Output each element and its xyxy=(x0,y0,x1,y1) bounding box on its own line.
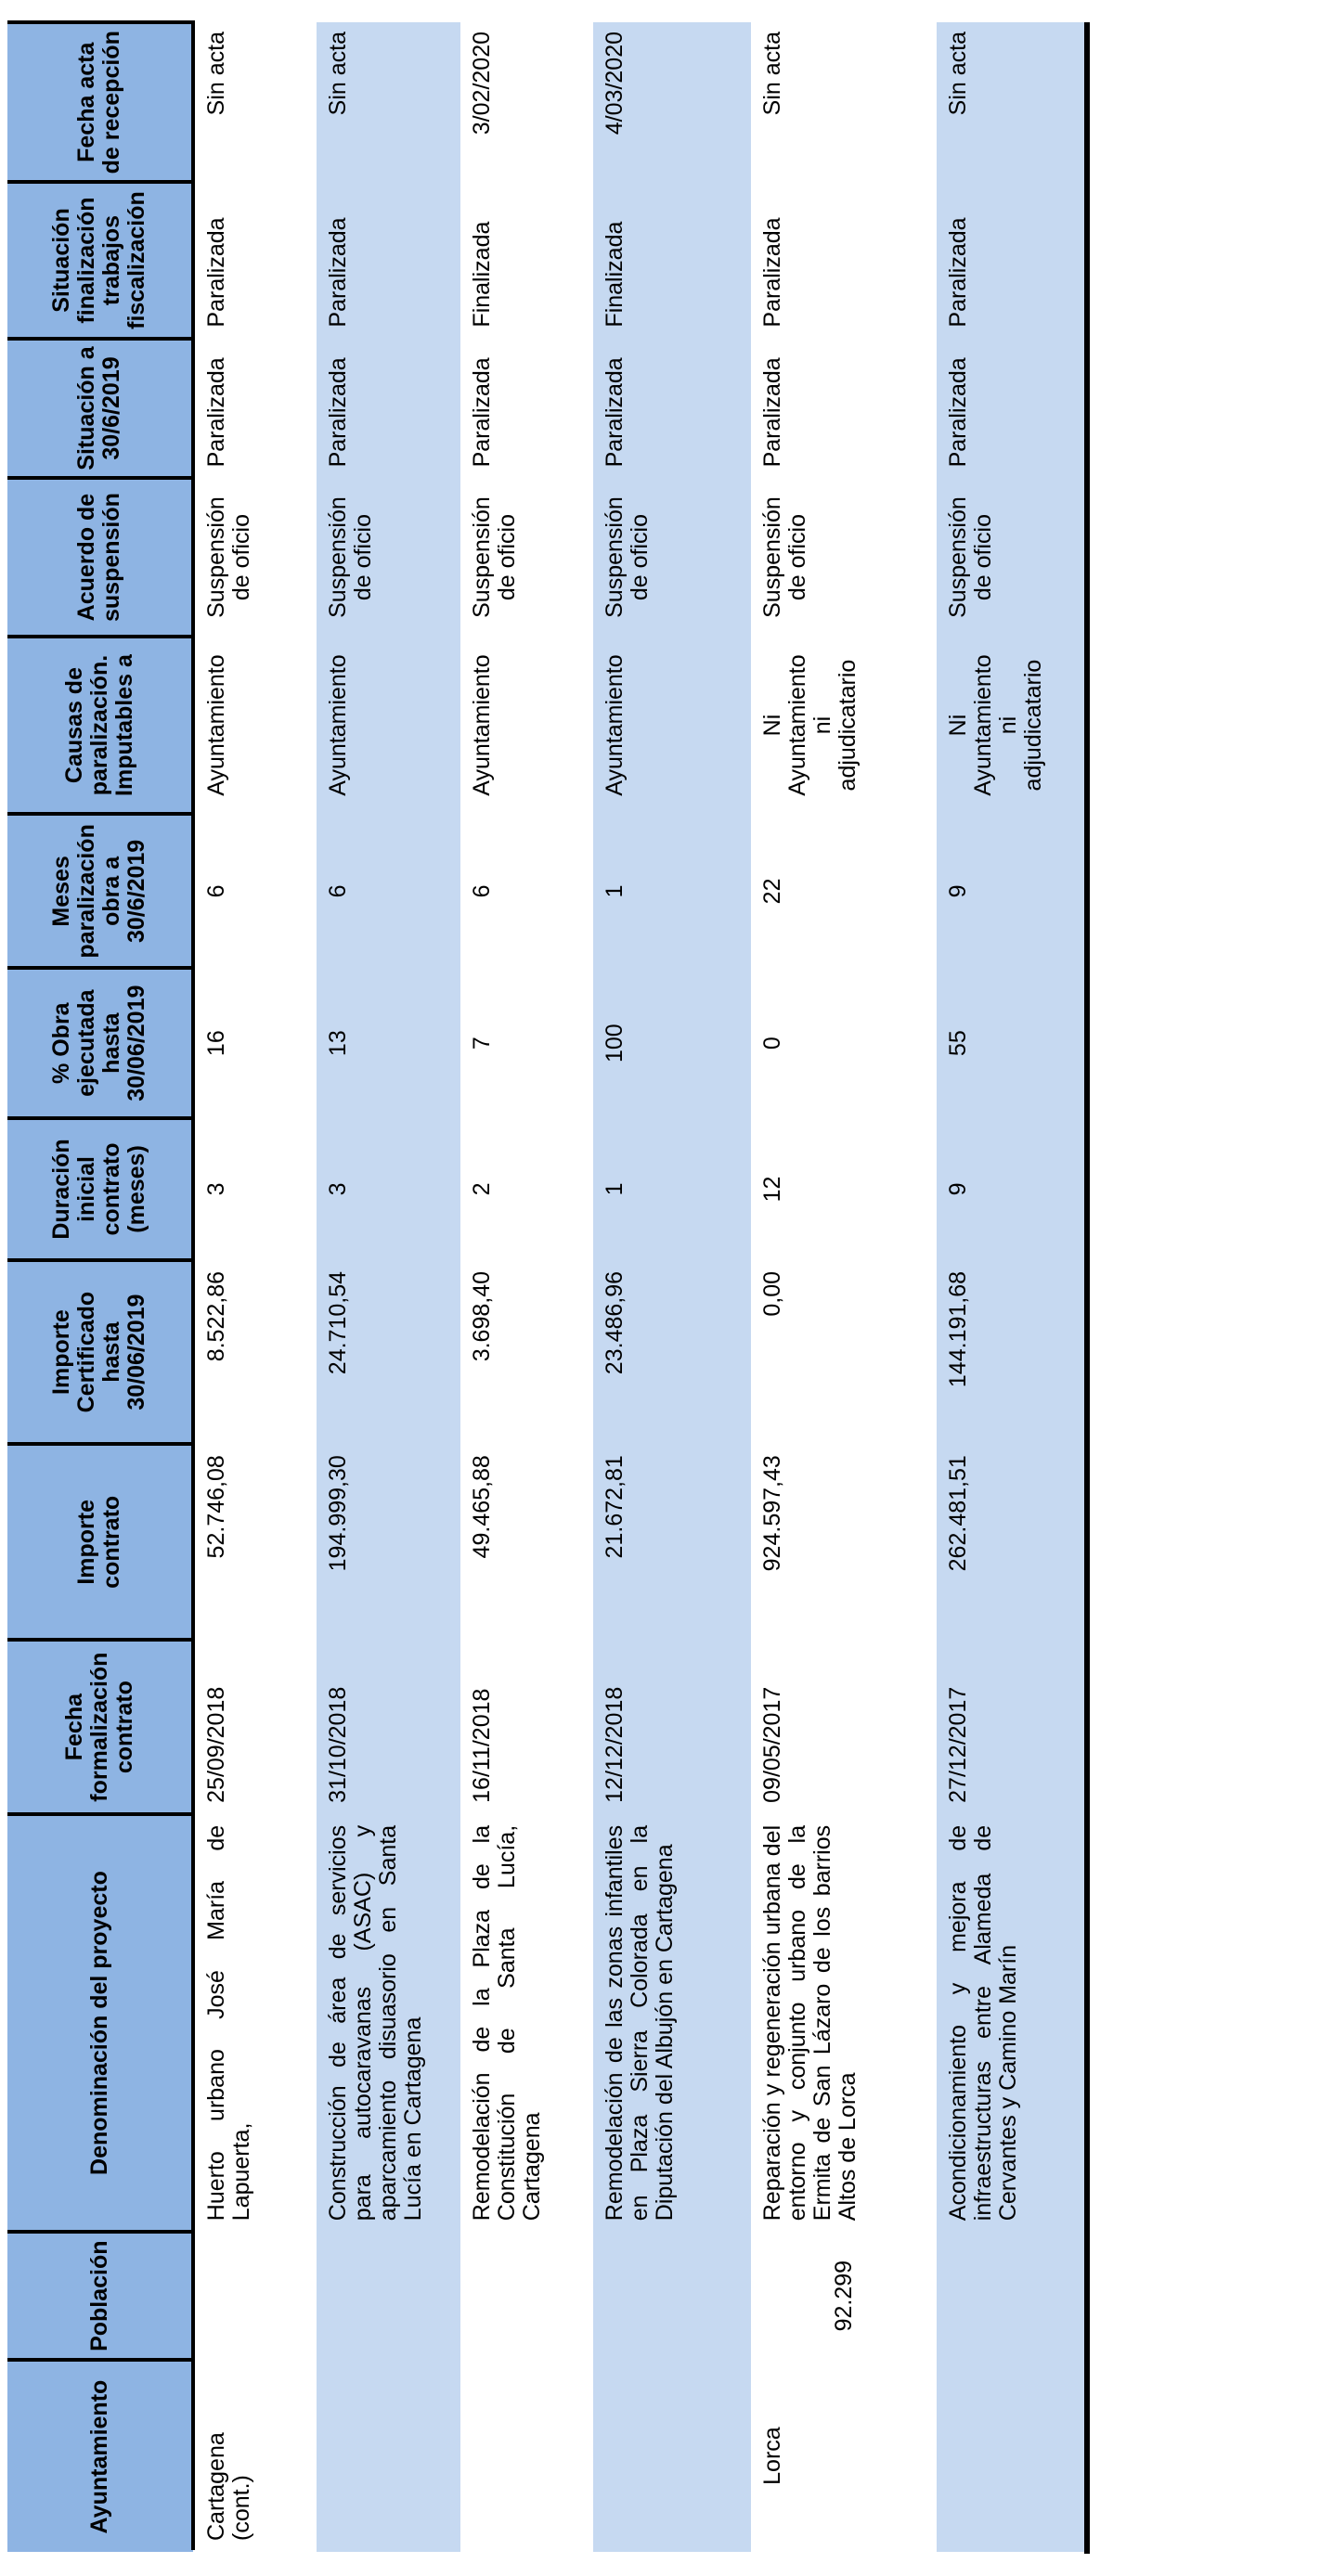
cell-fecha: 31/10/2018 xyxy=(317,1640,460,1813)
cell-proyecto: Huerto urbano José María de Lapuerta, xyxy=(203,1824,254,2222)
cell-situacion: Paralizada xyxy=(593,339,751,479)
table-row xyxy=(193,22,317,2552)
cell-meses: 9 xyxy=(937,814,1087,968)
cell-duracion: 2 xyxy=(469,1182,495,1196)
cell-finalizacion: Paralizada xyxy=(759,217,785,328)
header-situacion: Situación a 30/6/2019 xyxy=(7,339,193,479)
cell-certificado: 144.191,68 xyxy=(937,1260,1087,1444)
cell-situacion: Paralizada xyxy=(759,357,785,468)
cell-finalizacion: Finalizada xyxy=(593,183,751,339)
header-ayuntamiento: Ayuntamiento xyxy=(7,2360,193,2552)
cell-certificado: 23.486,96 xyxy=(593,1260,751,1444)
cell-duracion: 12 xyxy=(759,1176,785,1203)
cell-poblacion xyxy=(937,2232,1087,2360)
cell-ayuntamiento: Lorca xyxy=(759,2427,785,2485)
cell-proyecto: Acondicionamiento y mejora de infraestructuras entre Alameda de Cervantes y Camino Marín xyxy=(937,1814,1087,2232)
cell-importe: 194.999,30 xyxy=(317,1444,460,1640)
cell-acuerdo: Suspensión de oficio xyxy=(593,478,751,636)
header-certificado: Importe Certificado hasta 30/06/2019 xyxy=(7,1260,193,1444)
cell-duracion: 1 xyxy=(593,1118,751,1260)
cell-duracion: 3 xyxy=(203,1182,229,1196)
cell-pct: 0 xyxy=(759,1037,785,1050)
header-acuerdo: Acuerdo de suspensión xyxy=(7,478,193,636)
cell-fecha: 27/12/2017 xyxy=(937,1640,1087,1813)
cell-proyecto: Remodelación de las zonas infantiles en Plaza Sierra Colorada en la Diputación del Albujón en Cartagena xyxy=(593,1814,751,2232)
cell-meses: 22 xyxy=(759,878,785,905)
cell-pct: 55 xyxy=(937,968,1087,1118)
header-poblacion: Población xyxy=(7,2232,193,2360)
cell-proyecto: Construcción de área de servicios para autocaravanas (ASAC) y aparcamiento disuasorio en Santa Lucía en Cartagena xyxy=(317,1814,460,2232)
cell-acuerdo: Suspensión de oficio xyxy=(203,496,254,618)
table-row xyxy=(937,22,1087,2552)
cell-meses: 1 xyxy=(593,814,751,968)
header-meses: Meses paralización obra a 30/6/2019 xyxy=(7,814,193,968)
cell-poblacion: 92.299 xyxy=(830,2260,857,2332)
table-row xyxy=(593,22,751,2552)
table-row xyxy=(317,22,460,2552)
cell-ayuntamiento xyxy=(937,2360,1087,2552)
cell-poblacion xyxy=(593,2232,751,2360)
cell-pct: 100 xyxy=(593,968,751,1118)
cell-causas: Ni Ayuntamiento ni adjudicatario xyxy=(759,654,861,796)
cell-acuerdo: Suspensión de oficio xyxy=(937,478,1087,636)
header-row xyxy=(7,22,193,2552)
cell-importe: 49.465,88 xyxy=(469,1455,495,1559)
cell-acta: Sin acta xyxy=(203,32,229,116)
cell-situacion: Paralizada xyxy=(203,357,229,468)
cell-duracion: 3 xyxy=(317,1118,460,1260)
cell-fecha: 12/12/2018 xyxy=(593,1640,751,1813)
cell-importe: 262.481,51 xyxy=(937,1444,1087,1640)
cell-finalizacion: Paralizada xyxy=(203,217,229,328)
cell-meses: 6 xyxy=(203,884,229,898)
cell-causas: Ayuntamiento xyxy=(469,654,495,796)
cell-duracion: 9 xyxy=(937,1118,1087,1260)
cell-situacion: Paralizada xyxy=(937,339,1087,479)
paralyzed-works-table xyxy=(7,20,1090,2554)
header-finalizacion: Situación finalización trabajos fiscalización xyxy=(7,183,193,339)
header-pct: % Obra ejecutada hasta 30/06/2019 xyxy=(7,968,193,1118)
header-proyecto: Denominación del proyecto xyxy=(7,1814,193,2232)
cell-acta: Sin acta xyxy=(317,22,460,183)
cell-fecha: 09/05/2017 xyxy=(759,1686,785,1803)
cell-meses: 6 xyxy=(317,814,460,968)
cell-meses: 6 xyxy=(469,884,495,898)
cell-importe: 52.746,08 xyxy=(203,1455,229,1559)
cell-causas: Ni Ayuntamiento ni adjudicatario xyxy=(937,637,1087,815)
cell-poblacion xyxy=(460,2232,593,2360)
cell-poblacion xyxy=(317,2232,460,2360)
cell-certificado: 3.698,40 xyxy=(469,1270,495,1362)
cell-acta: 4/03/2020 xyxy=(593,22,751,183)
header-importe: Importe contrato xyxy=(7,1444,193,1640)
cell-ayuntamiento: Cartagena (cont.) xyxy=(203,2432,254,2541)
cell-causas: Ayuntamiento xyxy=(593,637,751,815)
cell-ayuntamiento xyxy=(593,2360,751,2552)
cell-situacion: Paralizada xyxy=(469,357,495,468)
cell-acta: Sin acta xyxy=(759,32,785,116)
header-fecha: Fecha formalización contrato xyxy=(7,1640,193,1813)
table-row xyxy=(751,22,937,2552)
header-acta: Fecha acta de recepción xyxy=(7,22,193,183)
cell-acta: Sin acta xyxy=(937,22,1087,183)
table-row xyxy=(460,22,593,2552)
cell-fecha: 16/11/2018 xyxy=(469,1688,495,1803)
cell-pct: 13 xyxy=(317,968,460,1118)
cell-causas: Ayuntamiento xyxy=(317,637,460,815)
cell-causas: Ayuntamiento xyxy=(203,654,229,796)
header-causas: Causas de paralización. Imputables a xyxy=(7,637,193,815)
cell-situacion: Paralizada xyxy=(317,339,460,479)
cell-ayuntamiento xyxy=(317,2360,460,2552)
cell-pct: 16 xyxy=(203,1030,229,1057)
cell-importe: 924.597,43 xyxy=(759,1455,785,1572)
cell-finalizacion: Finalizada xyxy=(469,221,495,328)
cell-certificado: 8.522,86 xyxy=(203,1270,229,1362)
cell-fecha: 25/09/2018 xyxy=(203,1686,229,1803)
cell-acuerdo: Suspensión de oficio xyxy=(317,478,460,636)
cell-pct: 7 xyxy=(469,1037,495,1050)
cell-importe: 21.672,81 xyxy=(593,1444,751,1640)
cell-proyecto: Reparación y regeneración urbana del entorno y conjunto urbano de la Ermita de San Lázaro de los barrios Altos de Lorca xyxy=(759,1824,861,2222)
header-duracion: Duración inicial contrato (meses) xyxy=(7,1118,193,1260)
cell-finalizacion: Paralizada xyxy=(937,183,1087,339)
cell-ayuntamiento xyxy=(460,2360,593,2552)
cell-certificado: 24.710,54 xyxy=(317,1260,460,1444)
cell-finalizacion: Paralizada xyxy=(317,183,460,339)
cell-acta: 3/02/2020 xyxy=(469,32,495,135)
cell-certificado: 0,00 xyxy=(759,1270,785,1317)
cell-acuerdo: Suspensión de oficio xyxy=(469,496,520,618)
cell-proyecto: Remodelación de la Plaza de la Constitución de Santa Lucía, Cartagena xyxy=(469,1824,545,2222)
cell-acuerdo: Suspensión de oficio xyxy=(759,496,810,618)
cell-poblacion xyxy=(193,2232,317,2360)
